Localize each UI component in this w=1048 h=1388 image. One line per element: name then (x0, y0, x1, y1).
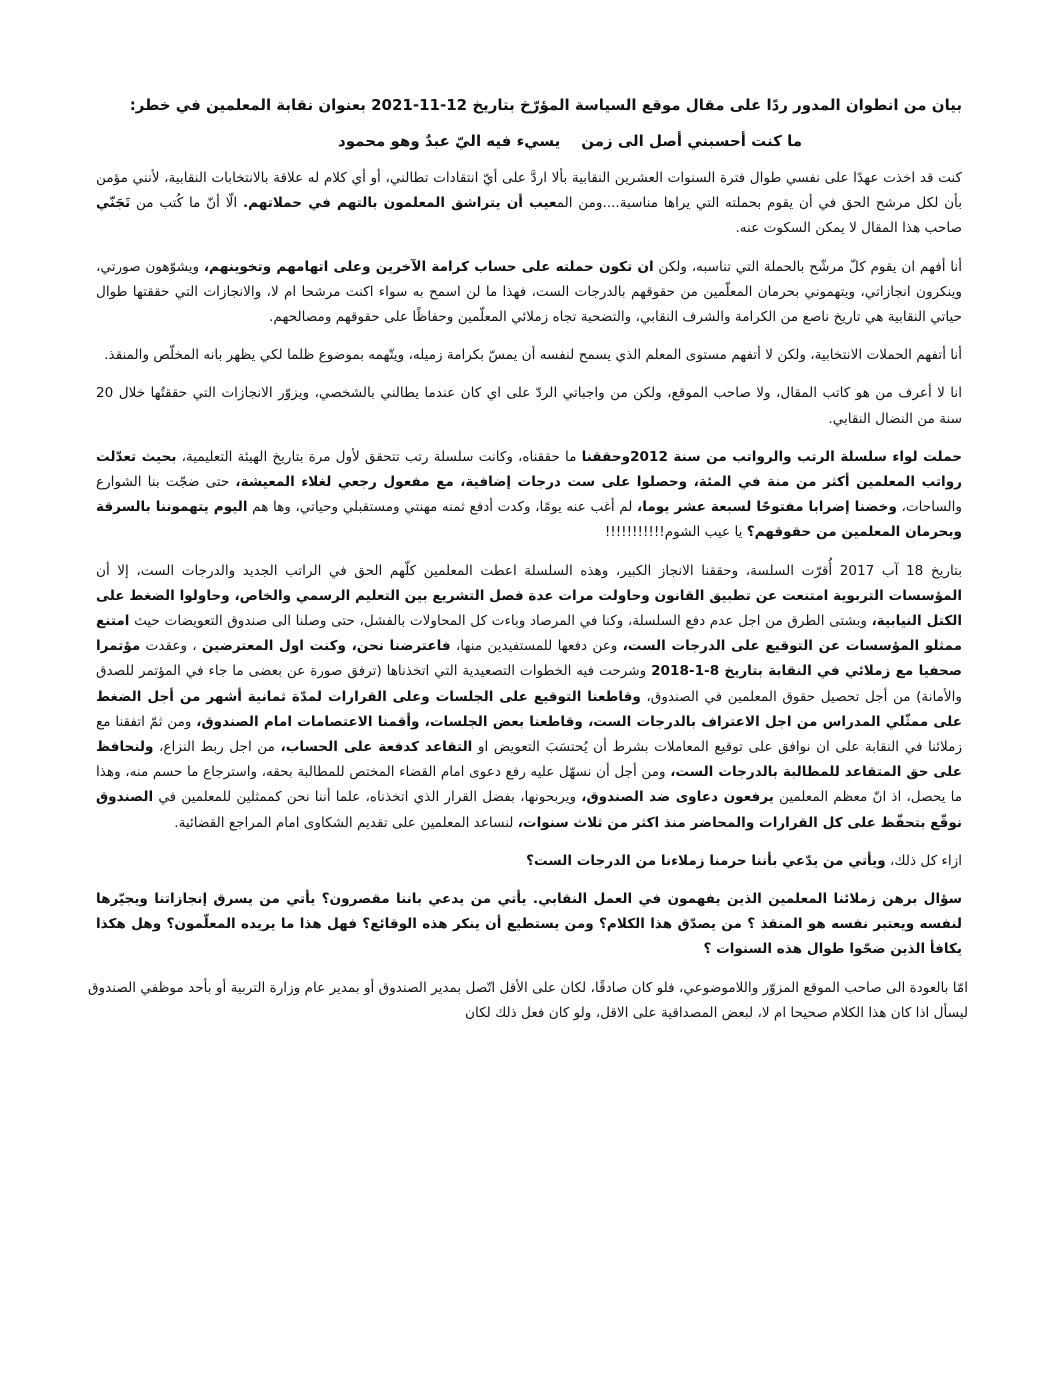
text-run: صاحب هذا المقال لا يمكن السكوت عنه. (735, 220, 962, 237)
text-run: ويشوّهون صورتي، وينكرون انجازاتي، ويتهموني بحرمان المعلّمين من حقوقهم بالدرجات الست، فهذا ما لن اسمح به سواء اكنت مرشحا ام لا، والانجازات التي حققتها طوال حياتي النقابية هي تاريخ ناصع من الكرامة والشرف النقابي، والتضحية تجاه زملائي المعلّمين وحفاظًا على حقوقهم ومصالحهم. (96, 258, 962, 326)
poem-verse: ما كنت أحسبني أصل الى زمن يسيء فيه اليّ عبدٌ وهو محمود (338, 132, 802, 150)
bold-run: عيب أن يتراشق المعلمون بالتهم في حملاتهم. (242, 195, 557, 212)
paragraph-1 (96, 166, 962, 242)
paragraph-9 (88, 976, 968, 1026)
text-run: الّا أنّ ما كُتب من (130, 195, 243, 212)
text-run: وبشتى الطرق من اجل عدم دفع السلسلة، وكنا في المرصاد وباءت كل المحاولات بالفشل، حتى وصلنا الى صندوق التعويضات حيث (129, 613, 872, 630)
paragraph-7 (96, 849, 962, 874)
bold-run: بحيث تعدّلت رواتب المعلمين أكثر من منة في المئة، وحصلوا على ست درجات إضافية، مع مفعول رجعي لغلاء المعيشة، (96, 448, 962, 491)
text-run: انا لا أعرف من هو كاتب المقال، ولا صاحب الموقع، ولكن من واجباتي الردّ على اي كان عندما يطالني بالشخصي، ويزوّر الانجازات التي حققتُها خلال 20 سنة من النضال النقابي. (96, 385, 962, 427)
bold-run: المؤسسات التربوية امتنعت عن تطبيق القانون وحاولت مرات عدة فصل التشريع بين التعليم الرسمي والخاص، وحاولوا الضغط على الكتل النيابية، (96, 587, 962, 630)
bold-run: التقاعد كدفعة على الحساب، (280, 739, 473, 756)
text-run: ويربحونها، بفضل القرار الذي اتخذناه، علما أننا نحن كممثلين للمعلمين في (153, 789, 582, 806)
text-run: حتى ضجّت بنا الشوارع والساحات، (96, 474, 962, 516)
text-run: ما حققناه، وكانت سلسلة رتب تتحقق لأول مرة بتاريخ الهيئة التعليمية، (176, 448, 582, 465)
paragraph-8 (96, 887, 962, 963)
statement-title: بيان من انطوان المدور ردًا على مقال موقع السياسة المؤرّخ بتاريخ 12-11-2021 بعنوان نقابة المعلمين في خطر: (129, 96, 962, 114)
paragraph-2 (96, 255, 962, 331)
bold-run: تَجَنّي (96, 195, 131, 212)
bold-run: ان تكون حملته على حساب كرامة الآخرين وعلى اتهامهم وتخوينهم، (203, 258, 654, 275)
bold-run: مؤتمرا صحفيا مع زملائي في النقابة بتاريخ 8-1-2018 (96, 638, 962, 680)
paragraph-5 (96, 445, 962, 546)
text-run: لنساعد المعلمين على تقديم الشكاوى امام المراجع القضائية. (174, 814, 518, 831)
bold-run: امتنع ممثلو المؤسسات عن التوقيع على الدرجات الست، (96, 613, 962, 655)
text-run: كنت قد اخذت عهدًا على نفسي طوال فترة السنوات العشرين النقابية بألا اردَّ على أيّ انتقادات تطالني، أو أي كلام له علاقة بالانتخابات النقابية، لأنني مؤمن بأن لكل مرشح الحق في أن يقوم بحملته التي يراها مناسبة....ومن الم (96, 170, 962, 212)
paragraph-3 (96, 343, 962, 368)
text-run: يا عيب الشوم!!!!!!!!!!! (604, 524, 747, 541)
bold-run: ولنحافظ على حق المتقاعد للمطالبة بالدرجات الست، (96, 739, 962, 781)
bold-run: سؤال برهن زملائنا المعلمين الذين يفهمون في العمل النقابي. يأتي من يدعي باننا مقصرون؟ يأتي من يسرق إنجازاتنا ويجيّرها لنفسه ويعتبر نفسه هو المنقذ ؟ من يصدّق هذا الكلام؟ ومن يستطيع أن ينكر هذه الوقائع؟ فهل هذا ما يريده المعلّمون؟ وهل هكذا يكافأ الذين ضحّوا طوال هذه السنوات ؟ (96, 891, 962, 958)
document-page (88, 92, 968, 1039)
text-run: بتاريخ 18 آب 2017 أُقرّت السلسة، وحققنا الانجاز الكبير، وهذه السلسلة اعطت المعلمين كلّهم الحق في الراتب الجديد والدرجات الست، إلا أن (96, 562, 962, 579)
bold-run: وخضنا إضرابا مفتوحًا لسبعة عشر يوما، (637, 499, 897, 516)
text-run: أنا أفهم ان يقوم كلّ مرشّح بالحملة التي تناسبه، ولكن (653, 258, 962, 275)
bold-run: حملت لواء سلسلة الرتب والرواتب من سنة 2012وحققنا (581, 448, 962, 465)
text-run: لم أغب عنه يومًا، وكدت أدفع ثمنه مهنتي ومستقبلي وحياتي، وها هم (247, 499, 638, 516)
text-run: ، وعقدت (140, 638, 202, 655)
text-run: من اجل ربط النزاع، (153, 739, 281, 756)
text-run: وشرحت فيه الخطوات التصعيدية التي اتخذناها (ترفق صورة عن بعضى ما جاء في المؤتمر للصدق والأمانة) من أجل تحصيل حقوق المعلمين في الصندوق، (96, 663, 962, 705)
bold-run: وقاطعنا التوقيع على الجلسات وعلى القرارات لمدّة ثمانية أشهر من أجل الضغط على ممثّلي المدراس من اجل الاعتراف بالدرجات الست، وقاطعنا بعض الجلسات، وأقمنا الاعتصامات امام الصندوق، (96, 688, 962, 730)
text-run: ومن ثمّ اتفقنا مع زملائنا في النقابة على ان نوافق على توقيع المعاملات بشرط أن يُحتسَبَ التعويض او (96, 713, 963, 756)
bold-run: يرفعون دعاوى ضد الصندوق، (581, 789, 774, 806)
text-run: أنا أتفهم الحملات الانتخابية، ولكن لا أتفهم مستوى المعلم الذي يسمح لنفسه أن يمسّ بكرامة زميله، ويتّهمه بموضوع ظلما لكي يظهر بانه المخلّص والمنقذ. (104, 347, 962, 364)
paragraph-6 (96, 559, 962, 836)
bold-run: ويأتي من يدّعي بأننا حرمنا زملاءنا من الدرجات الست؟ (526, 852, 886, 869)
text-run: وعن دفعها للمستفيدين منها، (450, 638, 623, 655)
bold-run: اليوم يتهموننا بالسرقة وبحرمان المعلمين من حقوقهم؟ (96, 499, 962, 541)
bold-run: الصندوق نوقّع بتحفّظ على كل القرارات والمحاضر منذ اكثر من ثلاث سنوات، (96, 789, 962, 831)
text-run: ازاء كل ذلك، (885, 852, 962, 869)
paragraph-4 (96, 381, 962, 431)
bold-run: فاعترضنا نحن، وكنت اول المعترضين (201, 638, 451, 655)
text-run: ومن أجل أن نسهّل عليه رفع دعوى امام القضاء المختص للمطالبة بحقه، واسترجاع ما حسم منه، وهذا ما يحصل، اذ انّ معظم المعلمين (96, 764, 962, 806)
text-run: امّا بالعودة الى صاحب الموقع المزوّر واللاموضوعي، فلو كان صادقًا، لكان على الأقل اتّصل بمدير الصندوق أو بمدير عام وزارة التربية أو بأحد موظفي الصندوق ليسأل اذا كان هذا الكلام صحيحا ام لا، لبعض المصداقية على الاقل، ولو كان فعل ذلك لكان (88, 979, 968, 1021)
